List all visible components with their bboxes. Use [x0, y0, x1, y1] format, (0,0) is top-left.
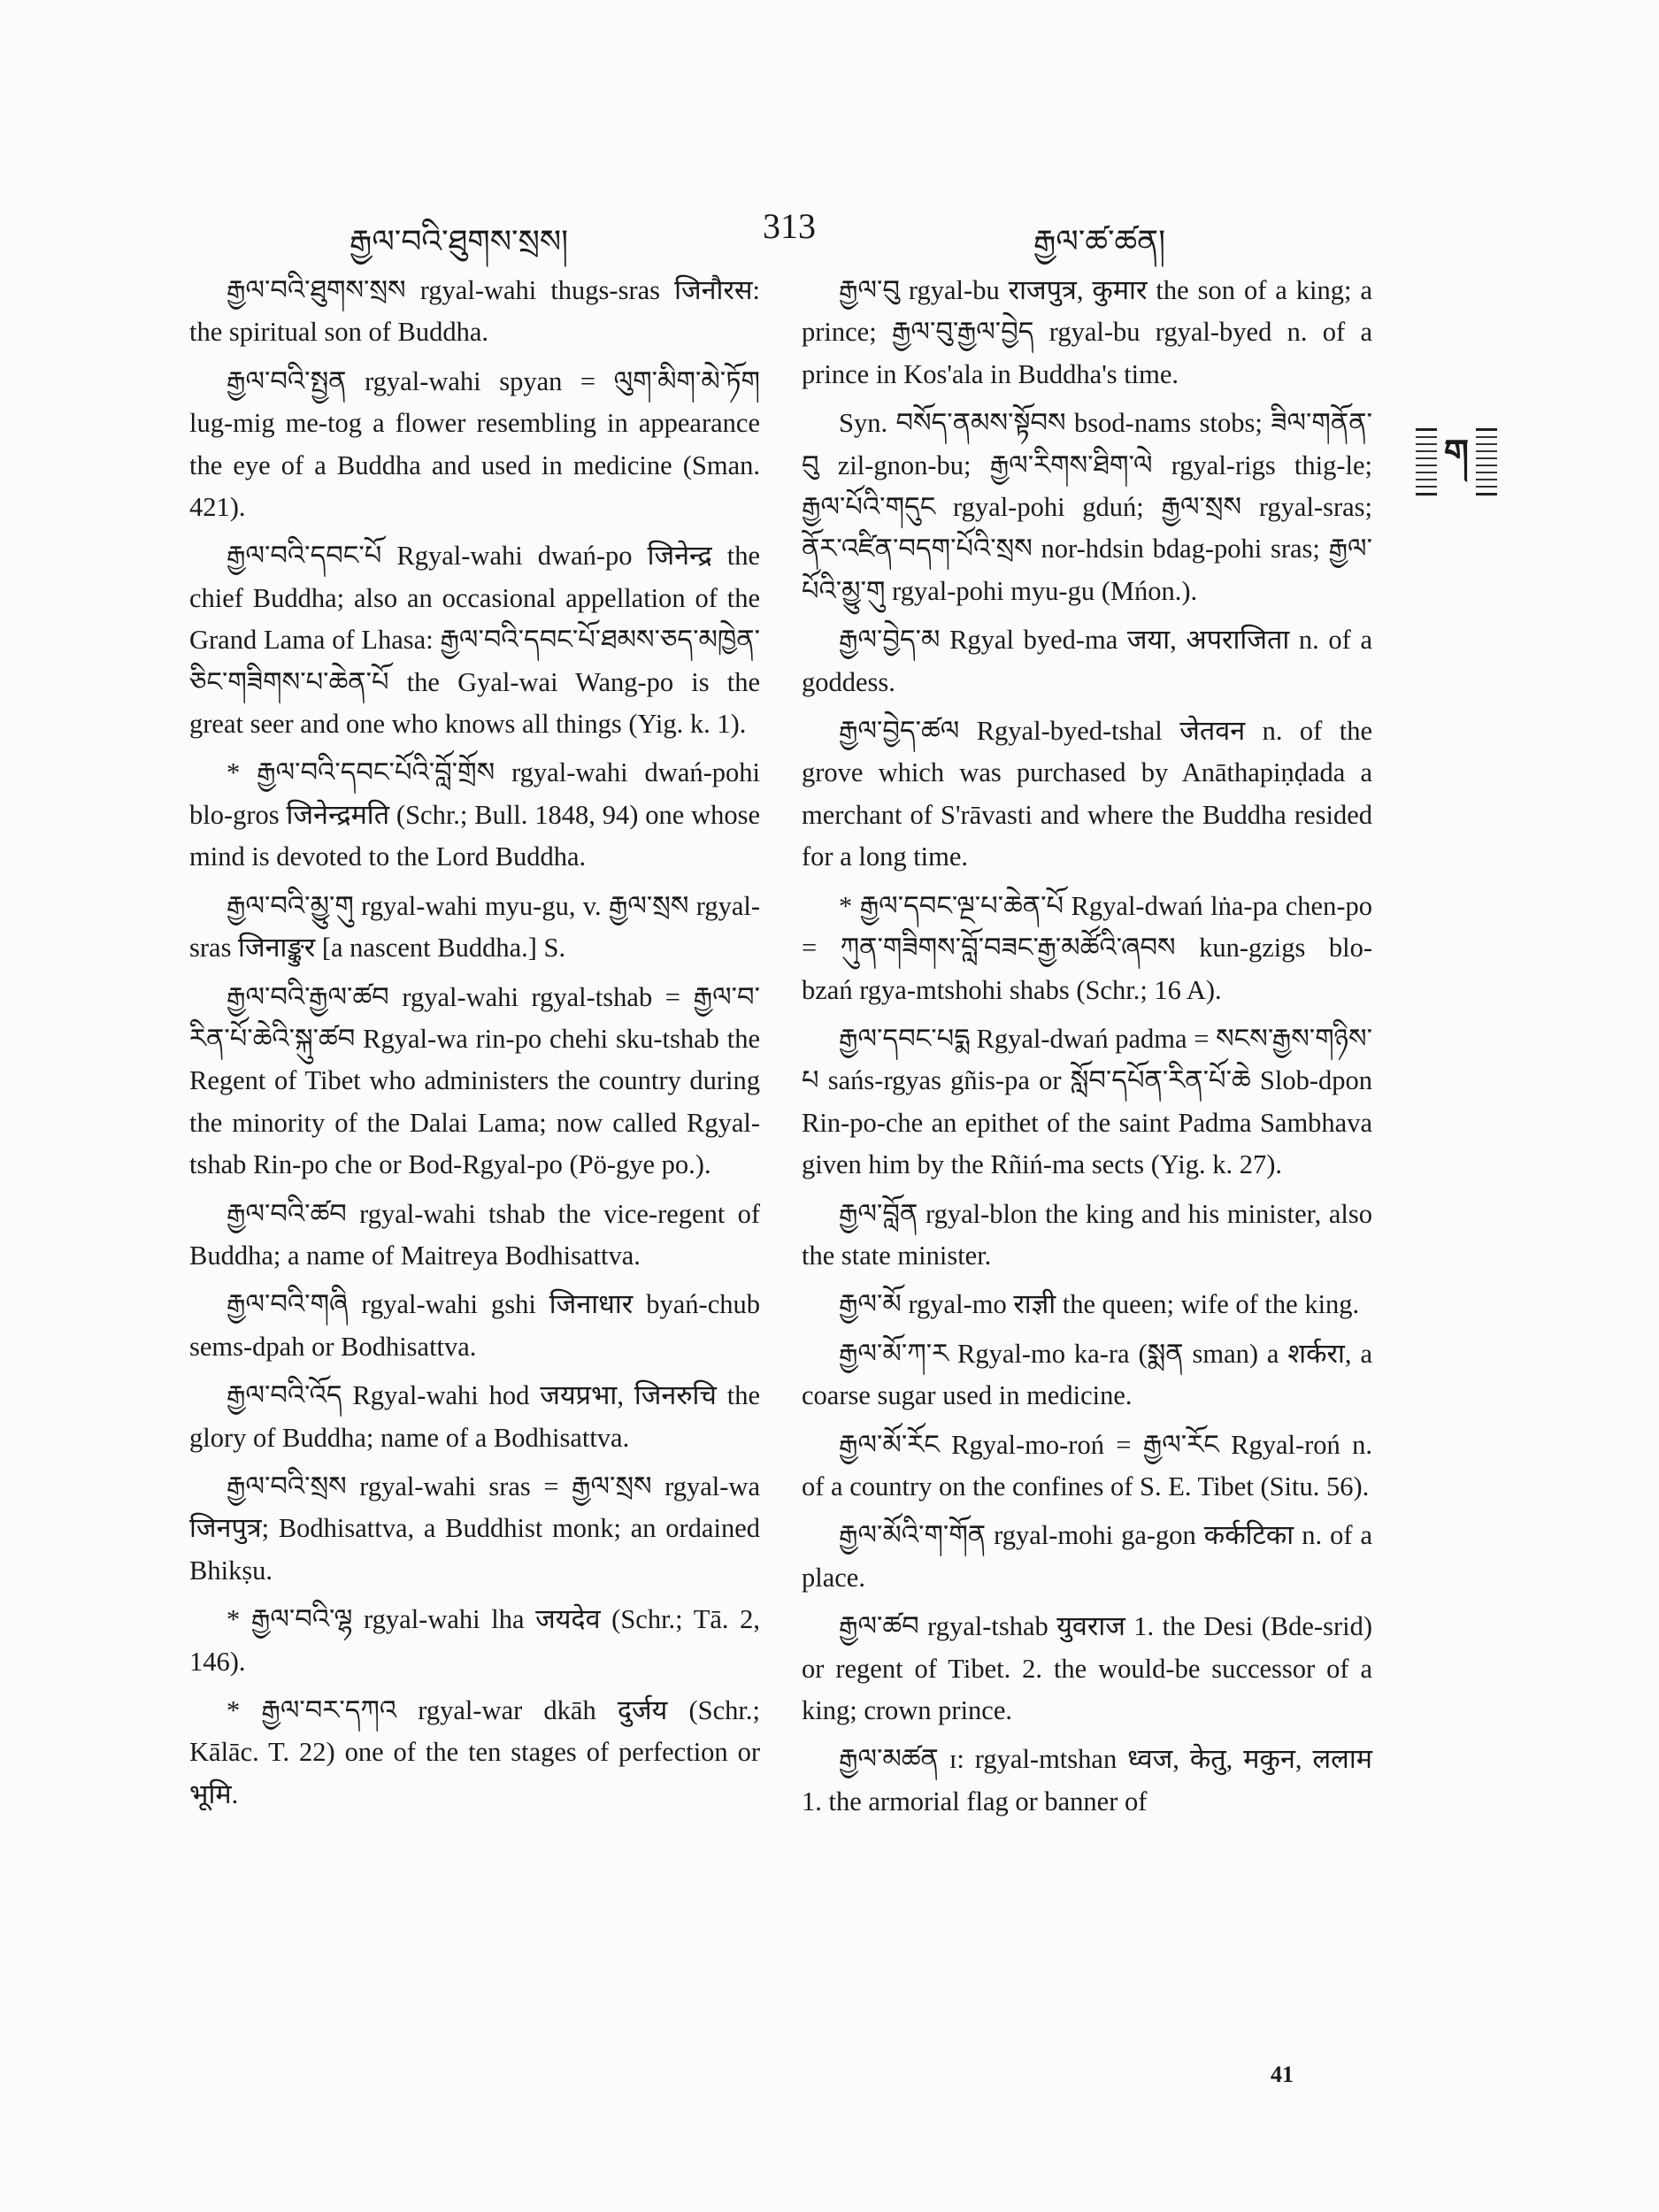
dictionary-entry: རྒྱལ་བའི་དབང་པོ Rgyal-wahi dwań-po जिनेन्द्र the chief Buddha; also an occasional appellation of the Grand Lama of Lhasa: རྒྱལ་བའི་དབང་པོ་ཐམས་ཅད་མཁྱེན་ཅིང་གཟིགས་པ་ཆེན་པོ the Gyal-wai Wang-po is the great seer and one who knows all things (Yig. k. 1). — [189, 541, 760, 740]
thumb-index-tab — [1416, 428, 1497, 495]
right-column — [802, 270, 1372, 1830]
dictionary-entry: རྒྱལ་བའི་ཚབ rgyal-wahi tshab the vice-regent of Buddha; a name of Maitreya Bodhisattva. — [189, 1198, 760, 1271]
dictionary-entry: རྒྱལ་བའི་ཐུགས་སྲས rgyal-wahi thugs-sras जिनौरस: the spiritual son of Buddha. — [189, 275, 760, 348]
dictionary-entry: རྒྱལ་བུ rgyal-bu राजपुत्र, कुमार the son of a king; a prince; རྒྱལ་བུ་རྒྱལ་བྱེད rgyal-bu rgyal-byed n. of a prince in Kos'ala in Buddha's time. — [802, 275, 1372, 389]
dictionary-entry: རྒྱལ་མཚན ɪ: rgyal-mtshan ध्वज, केतु, मकुन, ललाम 1. the armorial flag or banner of — [802, 1744, 1372, 1816]
page-number: 313 — [763, 206, 816, 246]
header-right-guideword: རྒྱལ་ཚ་ཚན། — [1033, 224, 1166, 259]
header-left-guideword: རྒྱལ་བའི་ཐུགས་སྲས། — [349, 224, 569, 259]
signature-mark: 41 — [1271, 2062, 1294, 2087]
dictionary-entry: རྒྱལ་མོ rgyal-mo राज्ञी the queen; wife of the king. — [839, 1289, 1360, 1320]
left-column — [189, 270, 760, 1823]
dictionary-entry: རྒྱལ་བྱེད་ཚལ Rgyal-byed-tshal जेतवन n. of the grove which was purchased by Anāthapiṇḍada a merchant of S'rāvasti and where the Buddha resided for a long time. — [802, 716, 1372, 872]
dictionary-entry: རྒྱལ་བློན rgyal-blon the king and his minister, also the state minister. — [802, 1198, 1372, 1271]
dictionary-entry: * རྒྱལ་བར་དཀའ rgyal-war dkāh दुर्जय (Schr.; Kālāc. T. 22) one of the ten stages of perfection or भूमि. — [189, 1695, 760, 1809]
dictionary-entry: * རྒྱལ་བའི་ལྷ rgyal-wahi lha जयदेव (Schr.; Tā. 2, 146). — [189, 1604, 760, 1677]
dictionary-entry: * རྒྱལ་བའི་དབང་པོའི་བློ་གྲོས rgyal-wahi dwań-pohi blo-gros जिनेन्द्रमति (Schr.; Bull. 1848, 94) one whose mind is devoted to the Lord Buddha. — [189, 757, 760, 872]
dictionary-entry: རྒྱལ་བའི་འོད Rgyal-wahi hod जयप्रभा, जिनरुचि the glory of Buddha; name of a Bodhisattva. — [189, 1380, 760, 1453]
dictionary-entry: རྒྱལ་བའི་གཞི rgyal-wahi gshi जिनाधार byań-chub sems-dpah or Bodhisattva. — [189, 1289, 760, 1362]
dictionary-entry: རྒྱལ་བའི་སྲས rgyal-wahi sras = རྒྱལ་སྲས rgyal-wa जिनपुत्र; Bodhisattva, a Buddhist monk; an ordained Bhikṣu. — [189, 1471, 760, 1586]
dictionary-entry: Syn. བསོད་ནམས་སྟོབས bsod-nams stobs; ཟིལ་གནོན་བུ zil-gnon-bu; རྒྱལ་རིགས་ཐིག་ལེ rgyal-rigs thig-le; རྒྱལ་པོའི་གདུང rgyal-pohi gduń; རྒྱལ་སྲས rgyal-sras; ནོར་འཛིན་བདག་པོའི་སྲས nor-hdsin bdag-pohi sras; རྒྱལ་པོའི་མྱུ་གུ rgyal-pohi myu-gu (Mńon.). — [802, 408, 1372, 606]
thumb-index-letter: ག — [1437, 412, 1476, 512]
dictionary-entry: རྒྱལ་བའི་རྒྱལ་ཚབ rgyal-wahi rgyal-tshab = རྒྱལ་བ་རིན་པོ་ཆེའི་སྐུ་ཚབ Rgyal-wa rin-po chehi sku-tshab the Regent of Tibet who administers the country during the minority of the Dalai Lama; now called Rgyal-tshab Rin-po che or Bod-Rgyal-po (Pö-gye po.). — [189, 981, 760, 1180]
running-header — [0, 205, 1659, 258]
dictionary-entry: རྒྱལ་བའི་སྤྱན rgyal-wahi spyan = ལུག་མིག་མེ་ཏོག lug-mig me-tog a flower resembling in appearance the eye of a Buddha and used in medicine (Sman. 421). — [189, 365, 760, 523]
dictionary-entry: རྒྱལ་དབང་པདྨ Rgyal-dwań padma = སངས་རྒྱས་གཉིས་པ sańs-rgyas gñis-pa or སློབ་དཔོན་རིན་པོ་ཆེ Slob-dpon Rin-po-che an epithet of the saint Padma Sambhava given him by the Rñiń-ma sects (Yig. k. 27). — [802, 1023, 1372, 1180]
dictionary-entry: རྒྱལ་ཚབ rgyal-tshab युवराज 1. the Desi (Bde-srid) or regent of Tibet. 2. the would-be successor of a king; crown prince. — [802, 1611, 1372, 1725]
dictionary-entry: * རྒྱལ་དབང་ལྔ་པ་ཆེན་པོ Rgyal-dwań lṅa-pa chen-po = ཀུན་གཟིགས་བློ་བཟང་རྒྱ་མཚོའི་ཞབས kun-gzigs blo-bzań rgya-mtshohi shabs (Schr.; 16 A). — [802, 890, 1372, 1005]
dictionary-entry: རྒྱལ་མོ་རོང Rgyal-mo-roń = རྒྱལ་རོང Rgyal-roń n. of a country on the confines of S. E. Tibet (Situ. 56). — [802, 1429, 1372, 1502]
dictionary-entry: རྒྱལ་བའི་མྱུ་གུ rgyal-wahi myu-gu, v. རྒྱལ་སྲས rgyal-sras जिनाङ्कुर [a nascent Buddha.] S. — [189, 890, 760, 964]
dictionary-entry: རྒྱལ་མོའི་ག་གོན rgyal-mohi ga-gon कर्कटिका n. of a place. — [802, 1520, 1372, 1593]
dictionary-entry: རྒྱལ་བྱེད་མ Rgyal byed-ma जया, अपराजिता n. of a goddess. — [802, 625, 1372, 697]
dictionary-entry: རྒྱལ་མོ་ཀ་ར Rgyal-mo ka-ra (སྨན sman) a शर्करा, a coarse sugar used in medicine. — [802, 1338, 1372, 1411]
